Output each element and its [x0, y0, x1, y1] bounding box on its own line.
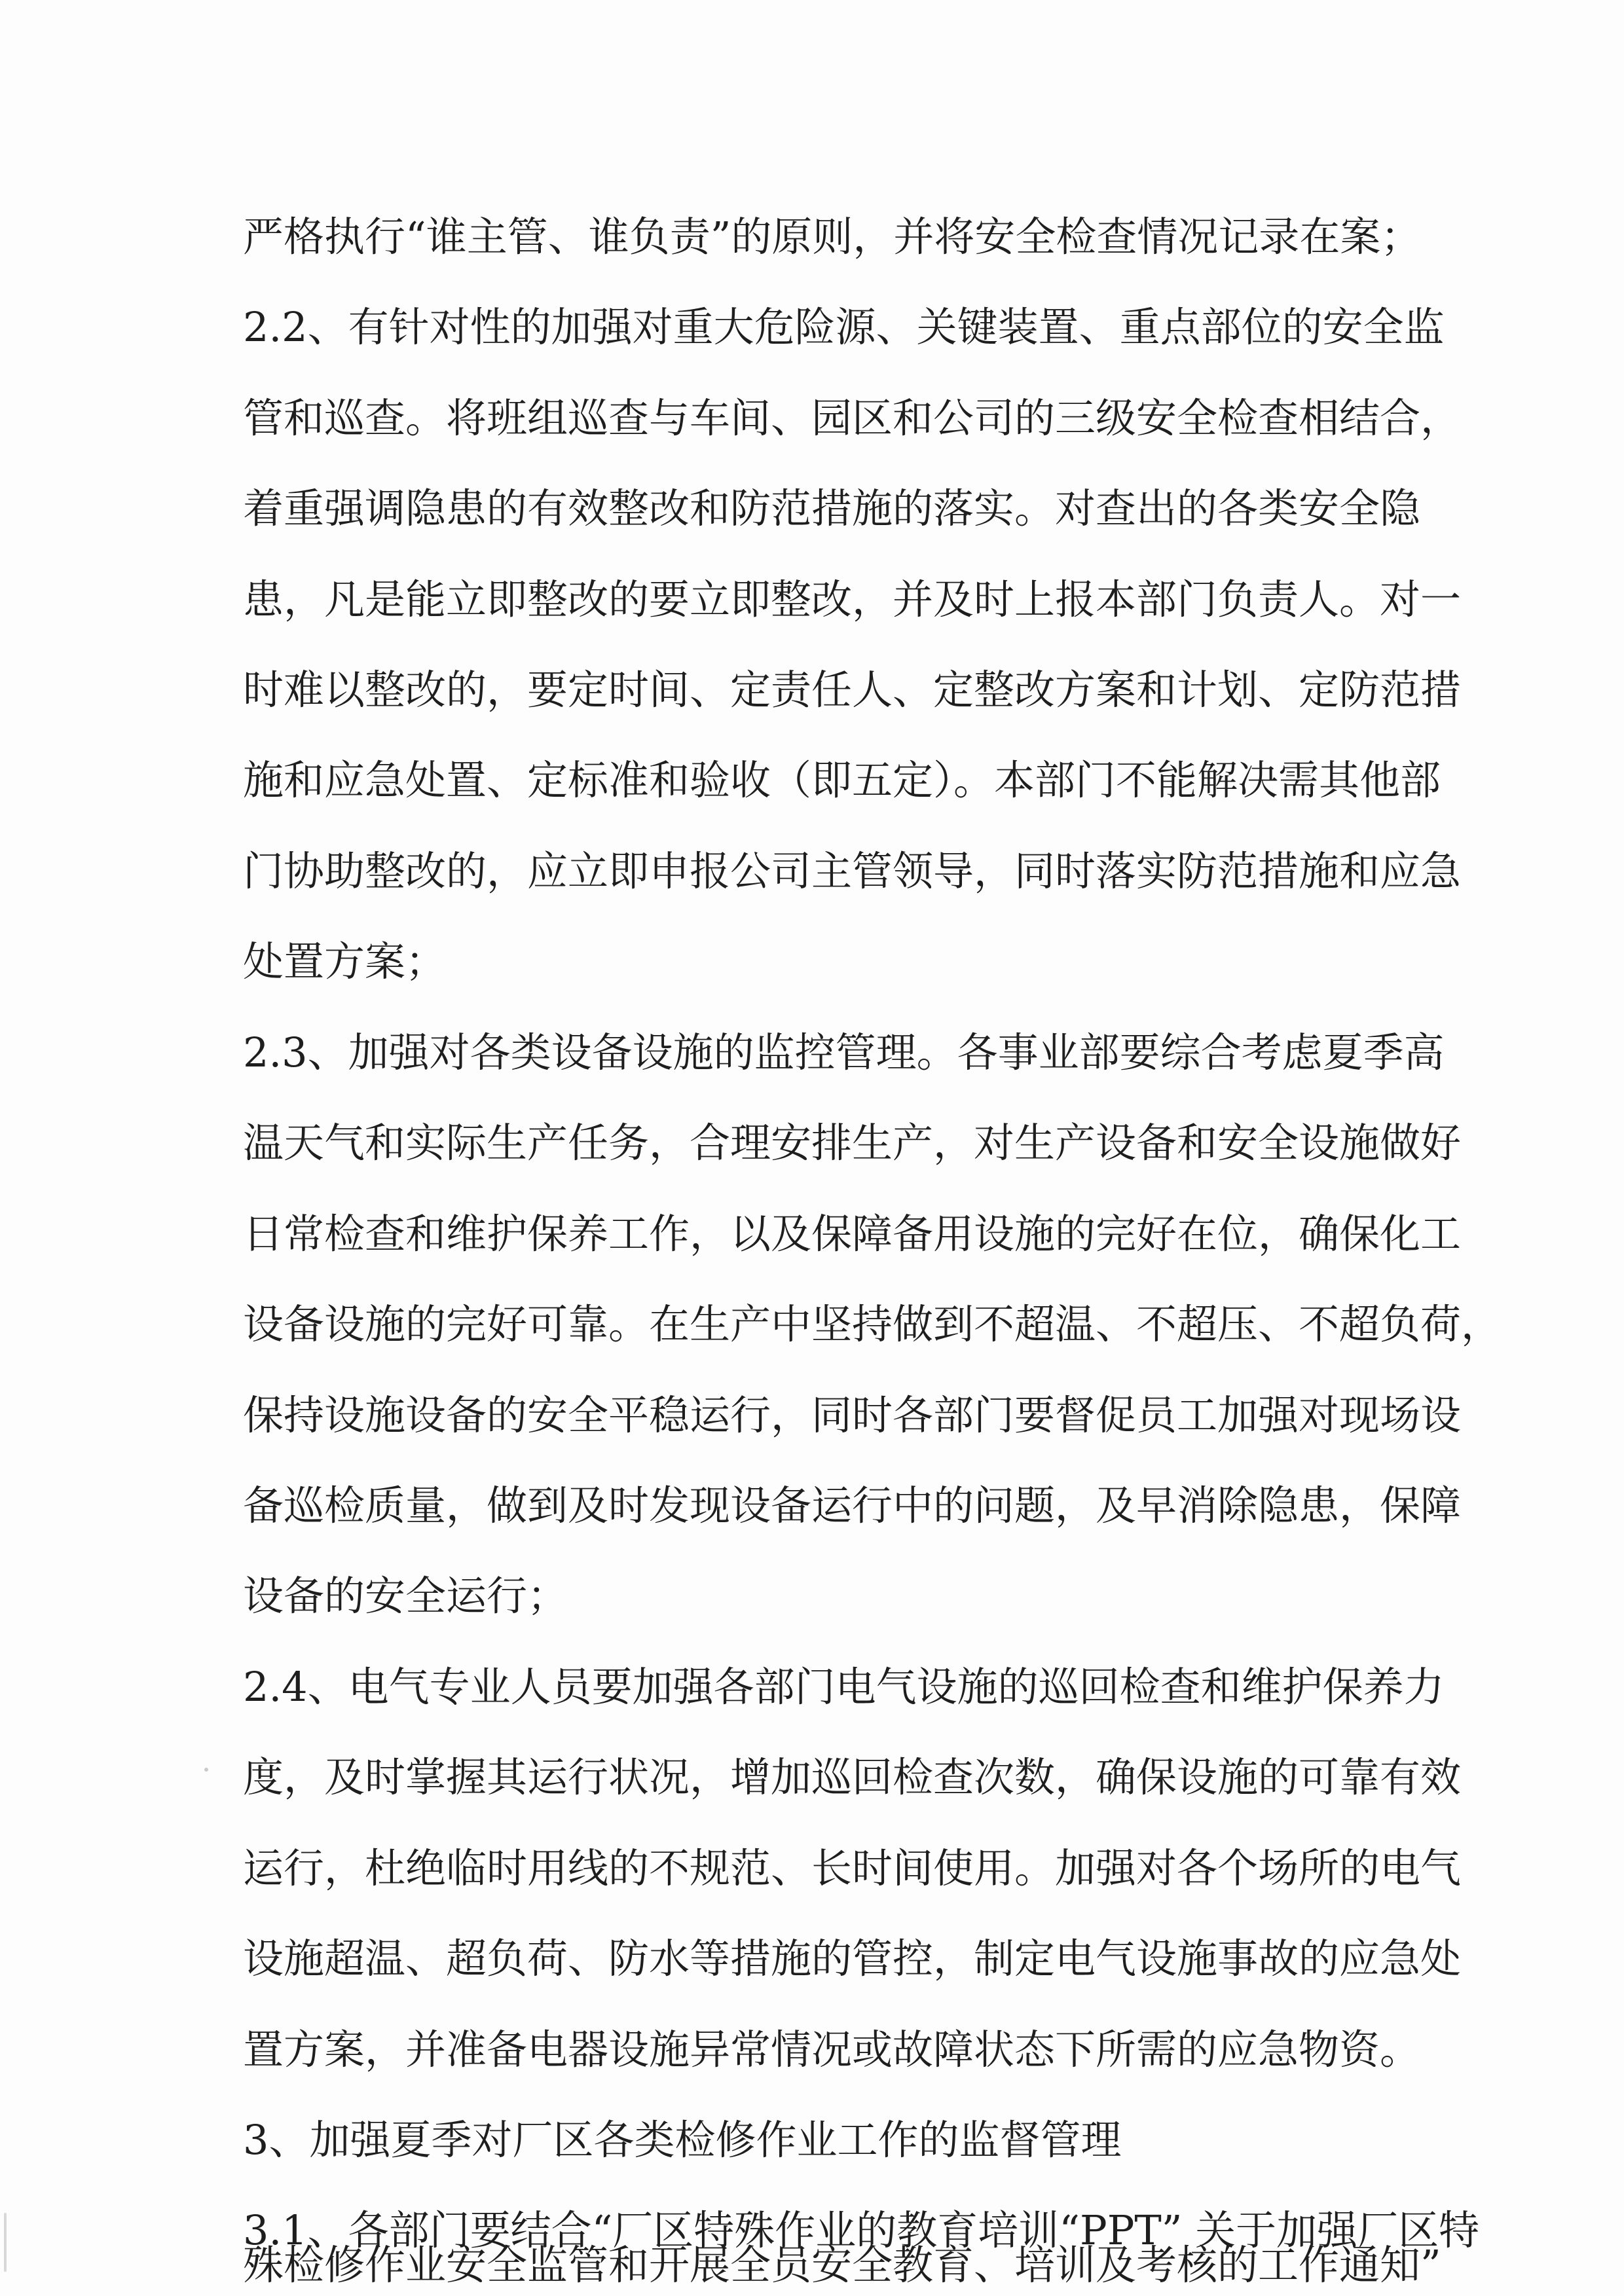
text-line-7: 施和应急处置、定标准和验收（即五定）。本部门不能解决需其他部: [243, 756, 1441, 804]
text-line-17: 2.4、电气专业人员要加强各部门电气设施的巡回检查和维护保养力: [243, 1663, 1445, 1711]
text-line-9: 处置方案；: [243, 938, 447, 985]
text-line-2: 2.2、有针对性的加强对重大危险源、关键装置、重点部位的安全监: [243, 303, 1445, 351]
scan-speck: [204, 1768, 208, 1772]
text-line-23: 3.1、各部门要结合“厂区特殊作业的教育培训“PPT” 关于加强厂区特: [243, 2206, 1480, 2254]
text-line-11: 温天气和实际生产任务，合理安排生产，对生产设备和安全设施做好: [243, 1119, 1462, 1167]
text-line-4: 着重强调隐患的有效整改和防范措施的落实。对查出的各类安全隐: [243, 484, 1421, 532]
text-line-15: 备巡检质量，做到及时发现设备运行中的问题，及早消除隐患，保障: [243, 1482, 1462, 1529]
text-line-18: 度，及时掌握其运行状况，增加巡回检查次数，确保设施的可靠有效: [243, 1753, 1462, 1801]
text-line-10: 2.3、加强对各类设备设施的监控管理。各事业部要综合考虑夏季高: [243, 1029, 1445, 1076]
text-line-3: 管和巡查。将班组巡查与车间、园区和公司的三级安全检查相结合，: [243, 394, 1462, 442]
text-line-22: 3、加强夏季对厂区各类检修作业工作的监督管理: [243, 2116, 1122, 2164]
text-line-24: 殊检修作业安全监管和开展全员安全教育、培训及考核的工作通知”: [243, 2241, 1441, 2289]
text-line-19: 运行，杜绝临时用线的不规范、长时间使用。加强对各个场所的电气: [243, 1844, 1462, 1892]
text-line-13: 设备设施的完好可靠。在生产中坚持做到不超温、不超压、不超负荷，: [243, 1300, 1502, 1348]
text-line-1: 严格执行“谁主管、谁负责”的原则，并将安全检查情况记录在案；: [243, 213, 1422, 261]
text-line-5: 患，凡是能立即整改的要立即整改，并及时上报本部门负责人。对一: [243, 575, 1462, 623]
text-line-6: 时难以整改的，要定时间、定责任人、定整改方案和计划、定防范措: [243, 666, 1462, 714]
text-line-8: 门协助整改的，应立即申报公司主管领导，同时落实防范措施和应急: [243, 847, 1462, 895]
text-line-21: 置方案，并准备电器设施异常情况或故障状态下所需的应急物资。: [243, 2026, 1421, 2073]
text-line-16: 设备的安全运行；: [243, 1572, 568, 1620]
text-line-14: 保持设施设备的安全平稳运行，同时各部门要督促员工加强对现场设: [243, 1391, 1462, 1439]
text-line-12: 日常检查和维护保养工作，以及保障备用设施的完好在位，确保化工: [243, 1210, 1462, 1258]
text-line-20: 设施超温、超负荷、防水等措施的管控，制定电气设施事故的应急处: [243, 1935, 1462, 1982]
scan-edge-mark: [4, 2213, 7, 2272]
